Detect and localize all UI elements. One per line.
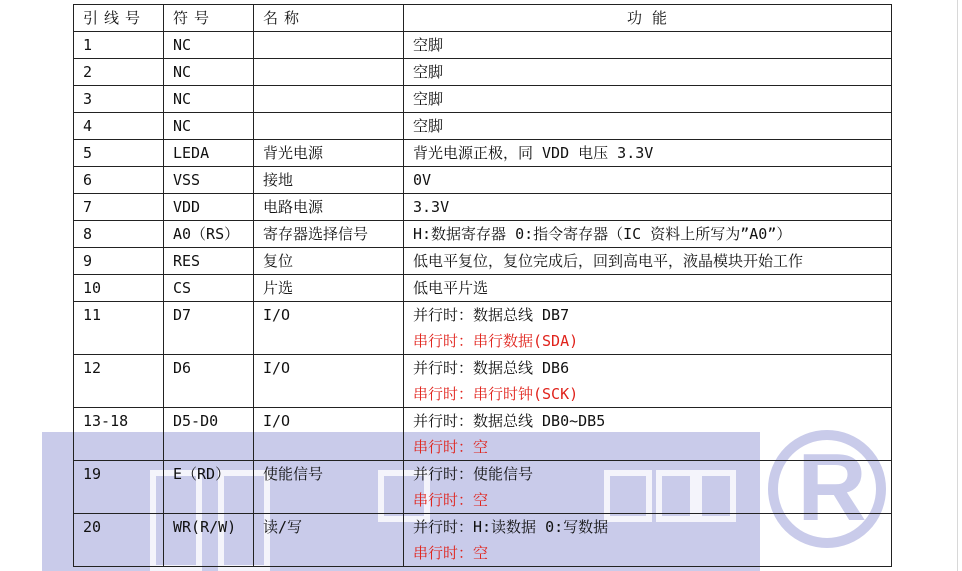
cell-function [404,275,892,302]
cell-pin: 7 [74,194,164,221]
cell-symbol: NC [164,86,254,113]
table-row [74,140,892,167]
cell-symbol: NC [164,59,254,86]
cell-function [404,32,892,59]
table-row [74,32,892,59]
function-line: 空脚 [413,36,444,54]
cell-name [254,86,404,113]
function-line: 空脚 [413,117,444,135]
function-serial-line: 串行时：空 [413,544,489,562]
cell-function [404,514,892,567]
function-line: 低电平片选 [413,279,489,297]
table-row [74,167,892,194]
cell-function [404,355,892,408]
table-row [74,355,892,408]
function-line: 空脚 [413,63,444,81]
pin-definition-table [73,4,892,567]
table-row [74,59,892,86]
cell-function [404,302,892,355]
cell-symbol: D6 [164,355,254,408]
table-row [74,408,892,461]
cell-name: 背光电源 [254,140,404,167]
header-pin: 引线号 [74,5,164,32]
cell-function [404,461,892,514]
table-row [74,302,892,355]
function-line: 并行时：H:读数据 0:写数据 [413,518,609,536]
cell-name [254,32,404,59]
cell-name: 读/写 [254,514,404,567]
cell-name [254,59,404,86]
cell-pin: 4 [74,113,164,140]
function-serial-line: 串行时：串行时钟(SCK) [413,385,579,403]
cell-pin: 20 [74,514,164,567]
cell-pin: 11 [74,302,164,355]
cell-symbol: E（RD） [164,461,254,514]
function-line: 背光电源正极，同 VDD 电压 3.3V [413,144,654,162]
cell-symbol: NC [164,32,254,59]
cell-pin: 10 [74,275,164,302]
cell-name: I/O [254,408,404,461]
cell-name: 接地 [254,167,404,194]
cell-name: I/O [254,355,404,408]
header-name: 名称 [254,5,404,32]
cell-function [404,140,892,167]
cell-name: 寄存器选择信号 [254,221,404,248]
cell-symbol: NC [164,113,254,140]
cell-symbol: VDD [164,194,254,221]
cell-function [404,408,892,461]
function-line: 低电平复位，复位完成后，回到高电平，液晶模块开始工作 [413,252,804,270]
function-line: 并行时：数据总线 DB0~DB5 [413,412,606,430]
function-serial-line: 串行时：空 [413,491,489,509]
cell-pin: 9 [74,248,164,275]
cell-pin: 5 [74,140,164,167]
table-row [74,194,892,221]
cell-pin: 12 [74,355,164,408]
cell-function [404,167,892,194]
table-row [74,221,892,248]
table-row [74,113,892,140]
cell-function [404,86,892,113]
function-line: 并行时：数据总线 DB6 [413,359,570,377]
table-row [74,275,892,302]
cell-symbol: LEDA [164,140,254,167]
function-line: 空脚 [413,90,444,108]
cell-symbol: VSS [164,167,254,194]
cell-pin: 1 [74,32,164,59]
function-line: 0V [413,171,432,189]
cell-function [404,113,892,140]
page-edge-rule [957,0,958,571]
cell-pin: 19 [74,461,164,514]
cell-pin: 13-18 [74,408,164,461]
cell-name: 复位 [254,248,404,275]
table-row [74,86,892,113]
cell-function [404,248,892,275]
cell-pin: 6 [74,167,164,194]
function-line: 并行时：数据总线 DB7 [413,306,570,324]
cell-function [404,221,892,248]
cell-symbol: D5-D0 [164,408,254,461]
cell-symbol: CS [164,275,254,302]
cell-symbol: A0（RS） [164,221,254,248]
cell-pin: 3 [74,86,164,113]
cell-pin: 8 [74,221,164,248]
function-serial-line: 串行时：空 [413,438,489,456]
watermark-r-icon: R [797,434,867,541]
cell-pin: 2 [74,59,164,86]
function-line: 3.3V [413,198,450,216]
function-serial-line: 串行时：串行数据(SDA) [413,332,579,350]
cell-function [404,194,892,221]
table-row [74,248,892,275]
function-line: H:数据寄存器 0:指令寄存器（IC 资料上所写为”A0”） [413,225,792,243]
cell-name: I/O [254,302,404,355]
cell-name: 电路电源 [254,194,404,221]
table-header-row [74,5,892,32]
cell-name [254,113,404,140]
cell-name: 片选 [254,275,404,302]
header-function: 功能 [404,5,892,32]
function-line: 并行时：使能信号 [413,465,534,483]
table-row [74,461,892,514]
cell-symbol: WR(R/W) [164,514,254,567]
table-row [74,514,892,567]
header-symbol: 符号 [164,5,254,32]
cell-function [404,59,892,86]
cell-name: 使能信号 [254,461,404,514]
cell-symbol: RES [164,248,254,275]
cell-symbol: D7 [164,302,254,355]
